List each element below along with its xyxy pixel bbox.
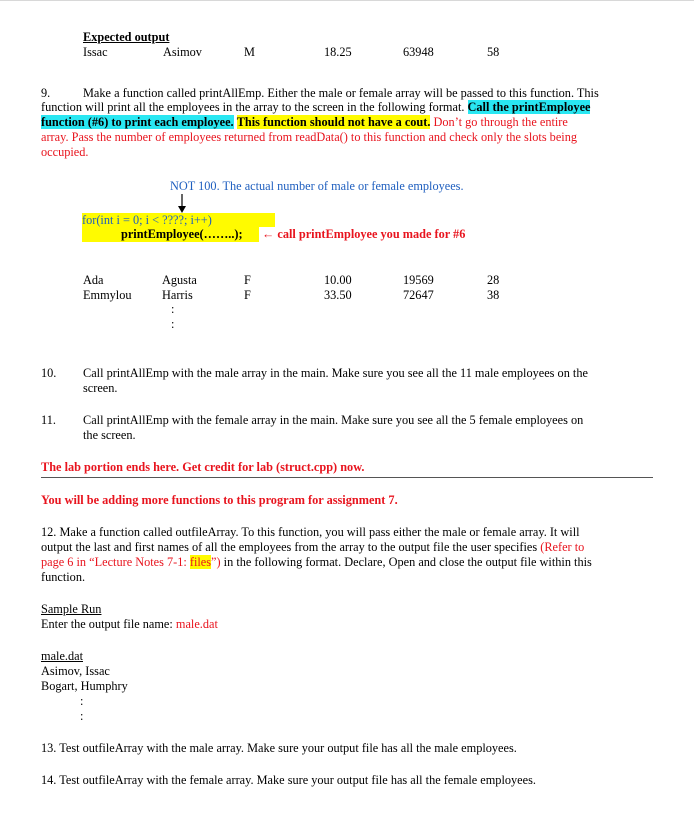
item9-line3 [41, 115, 568, 130]
item12-files-highlight: files [189, 555, 212, 569]
ellipsis-dots-2: : [171, 317, 175, 331]
loop-count-note: NOT 100. The actual number of male or female employees. [170, 179, 464, 193]
print-employee-call: printEmployee(……..); [121, 227, 243, 241]
file-output-dots-2: : [80, 709, 84, 723]
item9-highlight-function: function (#6) to print each employee. [41, 115, 234, 129]
item12-line3-ref-end: ”) [211, 555, 221, 569]
for-loop-line: for(int i = 0; i < ????; i++) [82, 213, 212, 227]
sample-run-heading: Sample Run [41, 602, 102, 616]
item12-line4: function. [41, 570, 86, 584]
item12-line3-ref: page 6 in “Lecture Notes 7-1: [41, 555, 190, 569]
item9-line2-text: function will print all the employees in the array to the screen in the following format. [41, 100, 468, 114]
item9-line5: occupied. [41, 145, 89, 159]
sample-row-1-gender: F [244, 273, 251, 287]
expected-cell-gender: M [244, 45, 255, 59]
item9-line3-red: Don’t go through the entire [430, 115, 568, 129]
ellipsis-dots-1: : [171, 302, 175, 316]
item12-line2-text: output the last and first names of all the employees from the array to the output file the user specifies [41, 540, 541, 554]
section-divider [41, 477, 653, 478]
item10-number: 10. [41, 366, 57, 380]
page-top-border [0, 0, 694, 1]
expected-cell-first: Issac [83, 45, 108, 59]
item10-line1: Call printAllEmp with the male array in the main. Make sure you see all the 11 male employees on the [83, 366, 588, 380]
item12-line3-text: in the following format. Declare, Open and close the output file within this [220, 555, 592, 569]
item9-line4: array. Pass the number of employees returned from readData() to this function and check only the slots being [41, 130, 578, 144]
expected-cell-rate: 18.25 [324, 45, 352, 59]
item9-line1: Make a function called printAllEmp. Either the male or female array will be passed to this function. This [83, 86, 599, 100]
print-employee-note: ← call printEmployee you made for #6 [262, 227, 466, 241]
sample-run-prompt: Enter the output file name: [41, 617, 176, 631]
expected-cell-id: 63948 [403, 45, 434, 59]
sample-row-1-age: 28 [487, 273, 500, 287]
lab-end-note: The lab portion ends here. Get credit for lab (struct.cpp) now. [41, 460, 365, 474]
assignment-note: You will be adding more functions to this program for assignment 7. [41, 493, 398, 507]
expected-cell-age: 58 [487, 45, 500, 59]
sample-row-2-rate: 33.50 [324, 288, 352, 302]
item12-line3 [41, 555, 592, 570]
file-output-line-1: Asimov, Issac [41, 664, 110, 678]
item13-line: 13. Test outfileArray with the male array. Make sure your output file has all the male employees. [41, 741, 517, 755]
expected-output-heading: Expected output [83, 30, 170, 44]
item11-line2: the screen. [83, 428, 136, 442]
item9-line2 [41, 100, 590, 115]
item10-line2: screen. [83, 381, 118, 395]
item9-highlight-nocout: This function should not have a cout. [236, 115, 431, 129]
item12-line1: 12. Make a function called outfileArray. To this function, you will pass either the male or female array. It will [41, 525, 580, 539]
file-output-heading: male.dat [41, 649, 83, 663]
sample-row-2-age: 38 [487, 288, 500, 302]
sample-row-2-id: 72647 [403, 288, 434, 302]
sample-row-1-rate: 10.00 [324, 273, 352, 287]
item14-line: 14. Test outfileArray with the female array. Make sure your output file has all the female employees. [41, 773, 536, 787]
sample-row-1-first: Ada [83, 273, 104, 287]
sample-row-1-id: 19569 [403, 273, 434, 287]
item9-number: 9. [41, 86, 51, 100]
item9-highlight-call: Call the printEmployee [467, 100, 591, 114]
sample-row-2-gender: F [244, 288, 251, 302]
file-output-dots-1: : [80, 694, 84, 708]
expected-cell-last: Asimov [163, 45, 202, 59]
sample-run-prompt-line [41, 617, 218, 632]
file-output-line-2: Bogart, Humphry [41, 679, 128, 693]
item12-line2 [41, 540, 584, 555]
item12-line2-ref: (Refer to [540, 540, 585, 554]
sample-row-1-last: Agusta [162, 273, 197, 287]
item11-number: 11. [41, 413, 56, 427]
sample-row-2-last: Harris [162, 288, 193, 302]
sample-run-input: male.dat [175, 617, 218, 631]
item11-line1: Call printAllEmp with the female array in the main. Make sure you see all the 5 female employees on [83, 413, 584, 427]
arrow-down-icon [177, 194, 187, 214]
sample-row-2-first: Emmylou [83, 288, 132, 302]
